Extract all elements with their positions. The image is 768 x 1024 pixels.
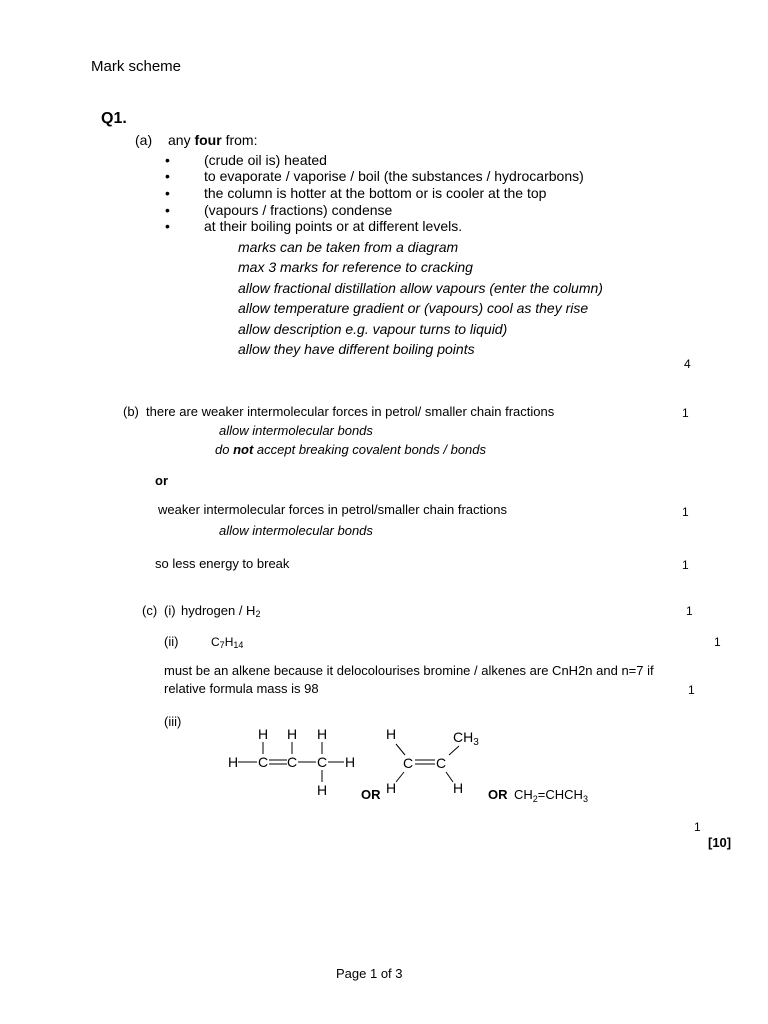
part-b-answer-1: there are weaker intermolecular forces in petrol/ smaller chain fractions	[146, 404, 555, 419]
bullet-item: (crude oil is) heated	[204, 152, 327, 168]
part-c-ii-explanation-mark: 1	[688, 683, 695, 697]
part-c-iii-mark: 1	[694, 820, 701, 834]
atom-c: C	[287, 754, 298, 770]
bond	[396, 772, 404, 782]
atom-h: H	[258, 726, 269, 742]
part-a-label: (a)	[135, 132, 153, 148]
part-a-intro: any four from:	[168, 132, 258, 148]
atom-c: C	[436, 755, 447, 771]
bond	[446, 772, 453, 782]
atom-h: H	[317, 782, 328, 798]
part-b-mark-3: 1	[682, 558, 689, 572]
part-c-ii-label: (ii)	[164, 634, 179, 649]
bullet-marker: •	[165, 218, 170, 234]
atom-c: C	[258, 754, 269, 770]
structure-1	[228, 726, 355, 798]
part-c-label: (c)	[142, 603, 158, 618]
or-separator: OR	[361, 787, 381, 802]
part-b-note-1: allow intermolecular bonds	[219, 423, 373, 438]
part-b-mark-2: 1	[682, 505, 689, 519]
question-total: [10]	[708, 835, 732, 850]
part-c-i-label: (i)	[164, 603, 176, 618]
part-c-ii-mark: 1	[714, 635, 721, 649]
structural-formulae-diagram	[220, 720, 620, 810]
bullet-marker: •	[165, 168, 170, 184]
part-b-answer-3: so less energy to break	[155, 556, 290, 571]
marking-note: allow fractional distillation allow vapours (enter the column)	[238, 280, 603, 296]
part-b-note-3: allow intermolecular bonds	[219, 523, 373, 538]
part-c-i-mark: 1	[686, 604, 693, 618]
marking-note: allow they have different boiling points	[238, 341, 475, 357]
part-b-or: or	[155, 473, 168, 488]
part-c-ii-explanation-1: must be an alkene because it delocolourises bromine / alkenes are CnH2n and n=7 if	[164, 663, 654, 678]
atom-h: H	[453, 780, 464, 796]
atom-h: H	[345, 754, 356, 770]
marking-note: marks can be taken from a diagram	[238, 239, 459, 255]
bond	[396, 744, 405, 755]
condensed-formula: $CH_2=CHCH_3$	[514, 787, 588, 804]
page-number: Page 1 of 3	[336, 966, 403, 981]
part-c-ii-explanation-2: relative formula mass is 98	[164, 681, 319, 696]
atom-h: H	[228, 754, 239, 770]
atom-h: H	[317, 726, 328, 742]
page-header: Mark scheme	[91, 58, 182, 75]
marking-note: allow description e.g. vapour turns to liquid)	[238, 321, 508, 337]
question-label: Q1.	[101, 110, 127, 127]
atom-h: H	[386, 780, 397, 796]
part-c-iii-label: (iii)	[164, 714, 182, 729]
bullet-item: the column is hotter at the bottom or is cooler at the top	[204, 185, 547, 201]
part-b-mark-1: 1	[682, 406, 689, 420]
bullet-marker: •	[165, 202, 170, 218]
part-b-label: (b)	[123, 404, 139, 419]
atom-h: H	[386, 726, 397, 742]
bullet-item: at their boiling points or at different levels.	[204, 218, 463, 234]
part-b-answer-2: weaker intermolecular forces in petrol/smaller chain fractions	[158, 502, 507, 517]
structure-2	[386, 726, 479, 796]
atom-c: C	[317, 754, 328, 770]
part-b-note-2: do not accept breaking covalent bonds / bonds	[215, 442, 487, 457]
marking-note: allow temperature gradient or (vapours) cool as they rise	[238, 300, 589, 316]
bullet-marker: •	[165, 185, 170, 201]
methyl-group: $CH_3$	[453, 729, 479, 748]
bond	[449, 746, 459, 755]
bullet-item: (vapours / fractions) condense	[204, 202, 393, 218]
atom-c: C	[403, 755, 414, 771]
bullet-marker: •	[165, 152, 170, 168]
or-separator: OR	[488, 787, 508, 802]
marking-note: max 3 marks for reference to cracking	[238, 259, 473, 275]
part-a-marks: 4	[684, 357, 691, 371]
atom-h: H	[287, 726, 298, 742]
part-c-ii-formula: $C_7H_{14}$	[211, 635, 244, 650]
part-c-i-answer: hydrogen / $H_2$	[181, 603, 261, 619]
bullet-item: to evaporate / vaporise / boil (the substances / hydrocarbons)	[204, 168, 584, 184]
